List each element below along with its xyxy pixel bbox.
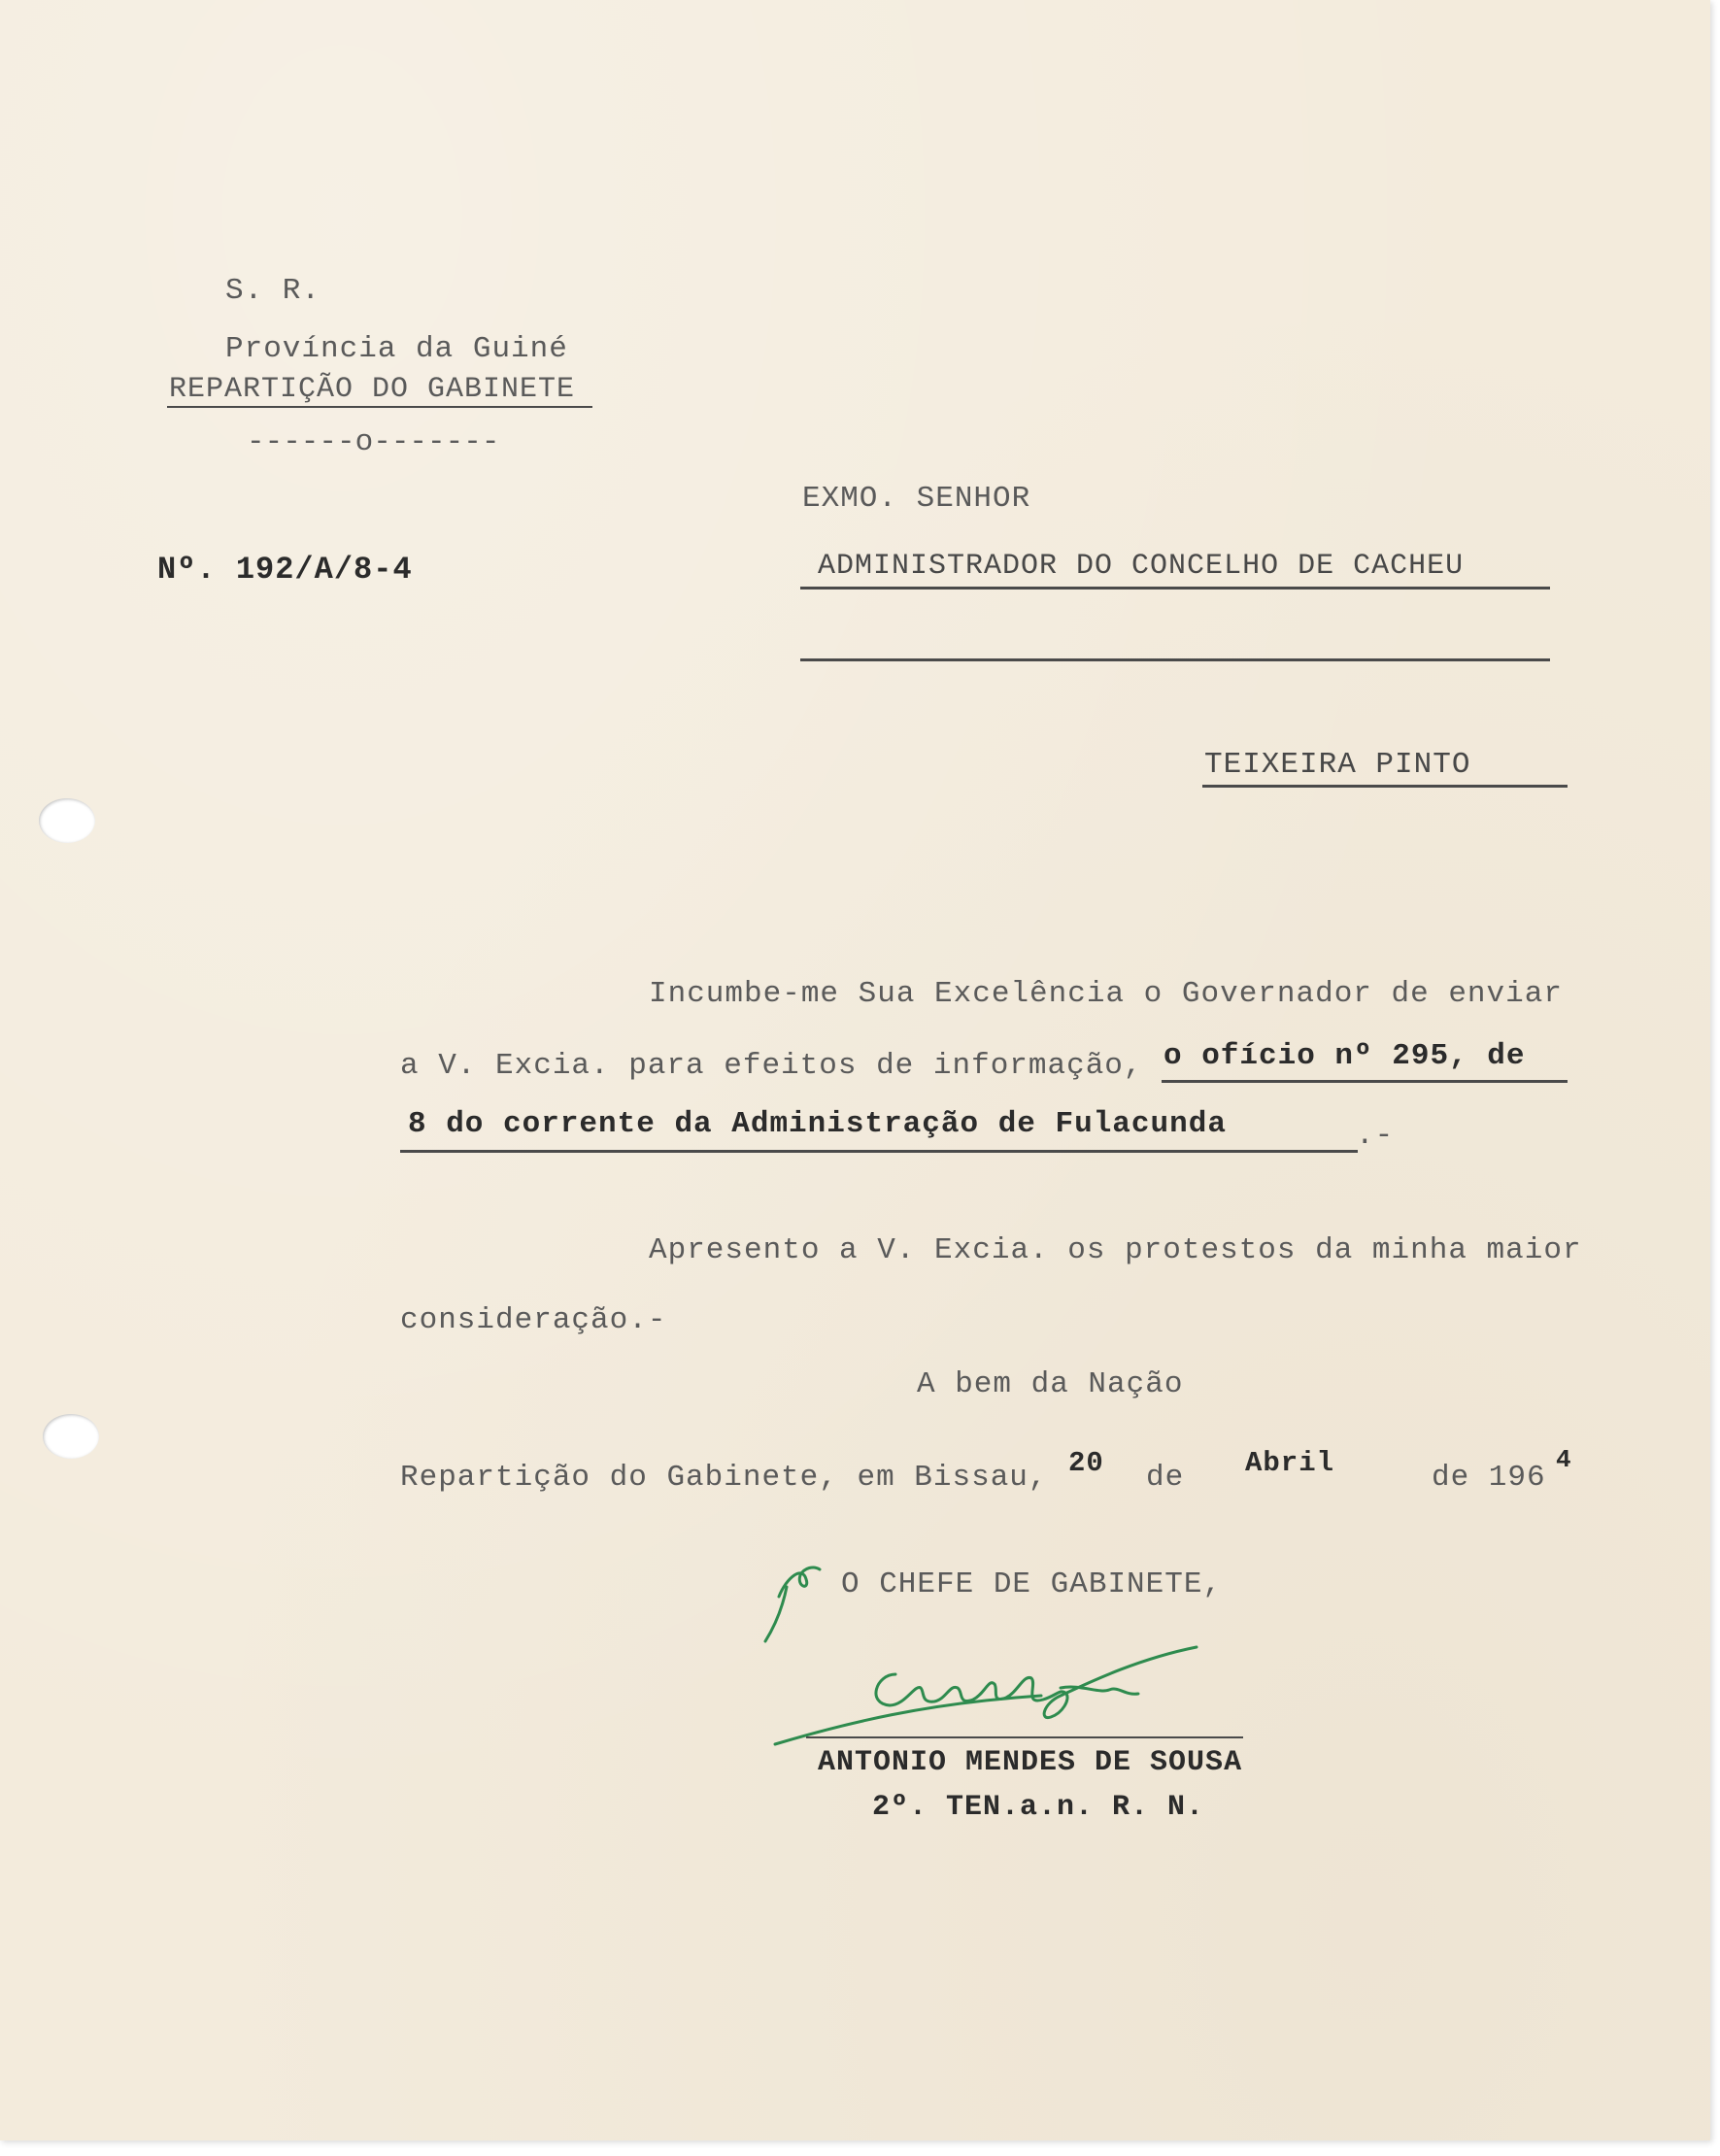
date-line-prefix: Repartição do Gabinete, em Bissau, bbox=[400, 1461, 1048, 1495]
fill-underline-2 bbox=[400, 1150, 1358, 1153]
document-reference-fill-1: o ofício nº 295, de bbox=[1164, 1039, 1526, 1073]
province-name: Província da Guiné bbox=[225, 332, 568, 366]
body-paragraph-1-line-1: Incumbe-me Sua Excelência o Governador de enviar bbox=[649, 977, 1563, 1011]
handwritten-signature bbox=[769, 1645, 1216, 1757]
signatory-role: O CHEFE DE GABINETE, bbox=[841, 1567, 1223, 1601]
addressee-blank-line bbox=[800, 658, 1550, 661]
reference-number: Nº. 192/A/8-4 bbox=[157, 552, 413, 588]
body-paragraph-2-line-1: Apresento a V. Excia. os protestos da minha maior bbox=[649, 1233, 1582, 1267]
date-de-1: de bbox=[1146, 1461, 1185, 1495]
date-year-digit: 4 bbox=[1556, 1445, 1572, 1474]
signatory-rank: 2º. TEN.a.n. R. N. bbox=[872, 1791, 1205, 1824]
date-month: Abril bbox=[1245, 1447, 1335, 1479]
department-underline bbox=[167, 406, 592, 408]
department-name: REPARTIÇÃO DO GABINETE bbox=[169, 373, 576, 406]
closing-phrase: A bem da Nação bbox=[917, 1367, 1184, 1401]
body-paragraph-2-line-2: consideração.- bbox=[400, 1303, 667, 1337]
signatory-name: ANTONIO MENDES DE SOUSA bbox=[818, 1746, 1243, 1779]
addressee-title-underline bbox=[800, 587, 1550, 590]
fill-underline-1 bbox=[1162, 1080, 1568, 1083]
classification-mark: S. R. bbox=[225, 274, 321, 308]
punch-hole-top bbox=[39, 798, 95, 843]
body-paragraph-1-line-2: a V. Excia. para efeitos de informação, bbox=[400, 1049, 1143, 1083]
signature-line bbox=[806, 1736, 1243, 1738]
date-de-2: de 196 bbox=[1432, 1461, 1546, 1495]
date-day: 20 bbox=[1068, 1447, 1104, 1479]
addressee-location: TEIXEIRA PINTO bbox=[1204, 748, 1471, 782]
punch-hole-bottom bbox=[43, 1414, 99, 1459]
addressee-location-underline bbox=[1202, 785, 1568, 788]
handwritten-initial bbox=[758, 1558, 835, 1650]
body-paragraph-1-end: .- bbox=[1356, 1119, 1395, 1153]
addressee-title: ADMINISTRADOR DO CONCELHO DE CACHEU bbox=[818, 550, 1465, 583]
header-divider: ------o------- bbox=[247, 425, 500, 459]
addressee-salutation: EXMO. SENHOR bbox=[802, 482, 1031, 516]
document-reference-fill-2: 8 do corrente da Administração de Fulacunda bbox=[408, 1107, 1227, 1141]
